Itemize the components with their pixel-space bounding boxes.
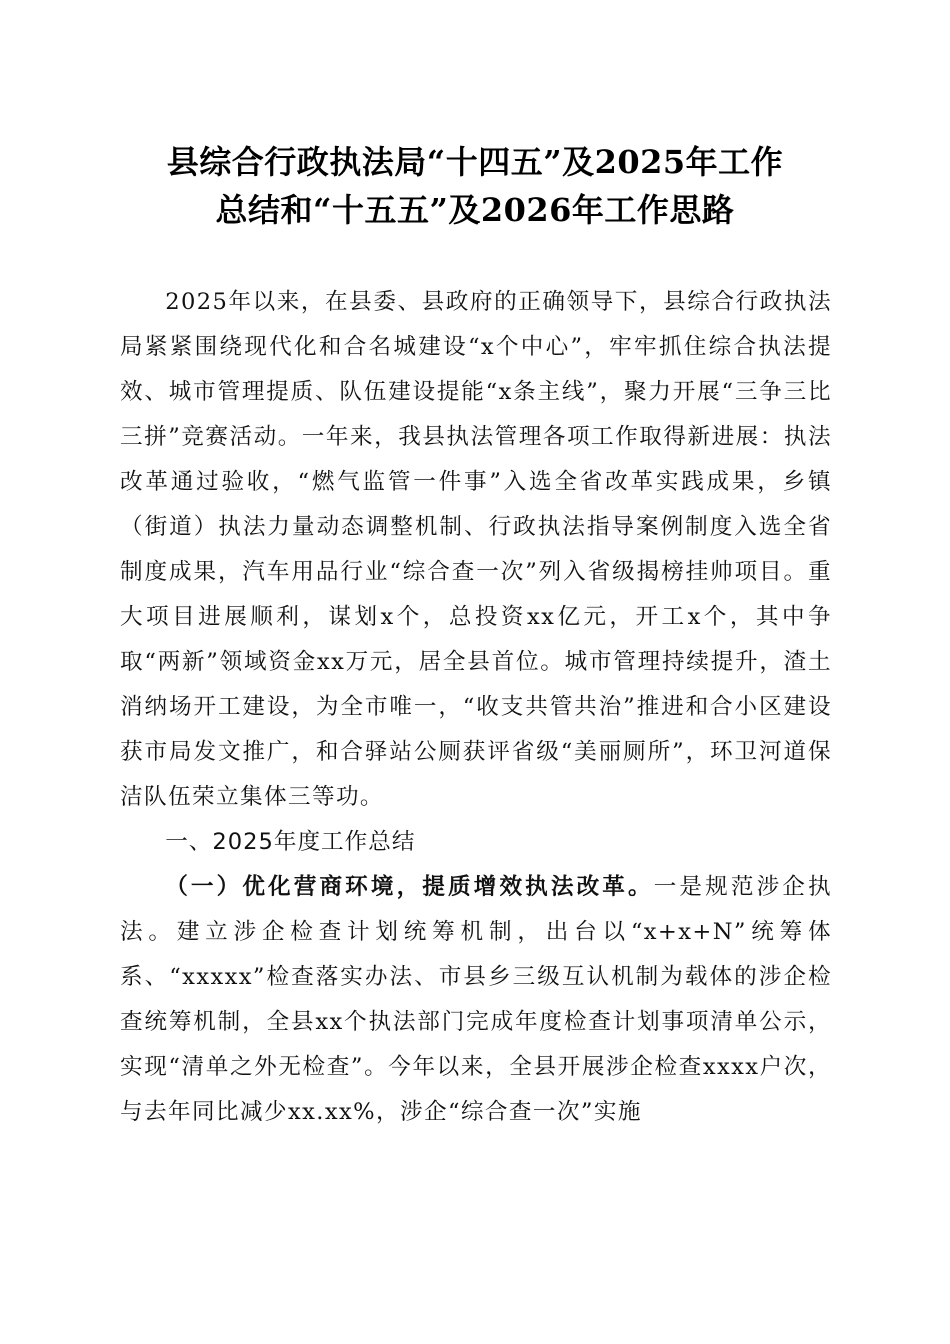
intro-paragraph: 2025年以来，在县委、县政府的正确领导下，县综合行政执法局紧紧围绕现代化和合名城建设“x个中心”，牢牢抓住综合执法提效、城市管理提质、队伍建设提能“x条主线”，聚力开展“三争三比三拼”竞赛活动。一年来，我县执法管理各项工作取得新进展：执法改革通过验收，“燃气监管一件事”入选全省改革实践成果，乡镇（街道）执法力量动态调整机制、行政执法指导案例制度入选全省制度成果，汽车用品行业“综合查一次”列入省级揭榜挂帅项目。重大项目进展顺利，谋划x个，总投资xx亿元，开工x个，其中争取“两新”领域资金xx万元，居全县首位。城市管理持续提升，渣土消纳场开工建设，为全市唯一，“收支共管共治”推进和合小区建设获市局发文推广，和合驿站公厕获评省级“美丽厕所”，环卫河道保洁队伍荣立集体三等功。 [120, 289, 832, 810]
document-title [0, 138, 950, 234]
subsection-paragraph-1 [120, 865, 832, 1135]
document-body [120, 280, 832, 1135]
section-heading-1: 一、2025年度工作总结 [165, 829, 416, 855]
subsection-text-1: 一是规范涉企执法。建立涉企检查计划统筹机制，出台以“x+x+N”统筹体系、“xxxxx”检查落实办法、市县乡三级互认机制为载体的涉企检查统筹机制，全县xx个执法部门完成年度检查计划事项清单公示，实现“清单之外无检查”。今年以来，全县开展涉企检查xxxx户次，与去年同比减少xx.xx%，涉企“综合查一次”实施 [120, 874, 832, 1125]
title-line-2: 总结和“十五五”及2026年工作思路 [215, 191, 735, 229]
subsection-heading-1: （一）优化营商环境，提质增效执法改革。 [165, 874, 654, 900]
title-line-1: 县综合行政执法局“十四五”及2025年工作 [166, 143, 784, 181]
